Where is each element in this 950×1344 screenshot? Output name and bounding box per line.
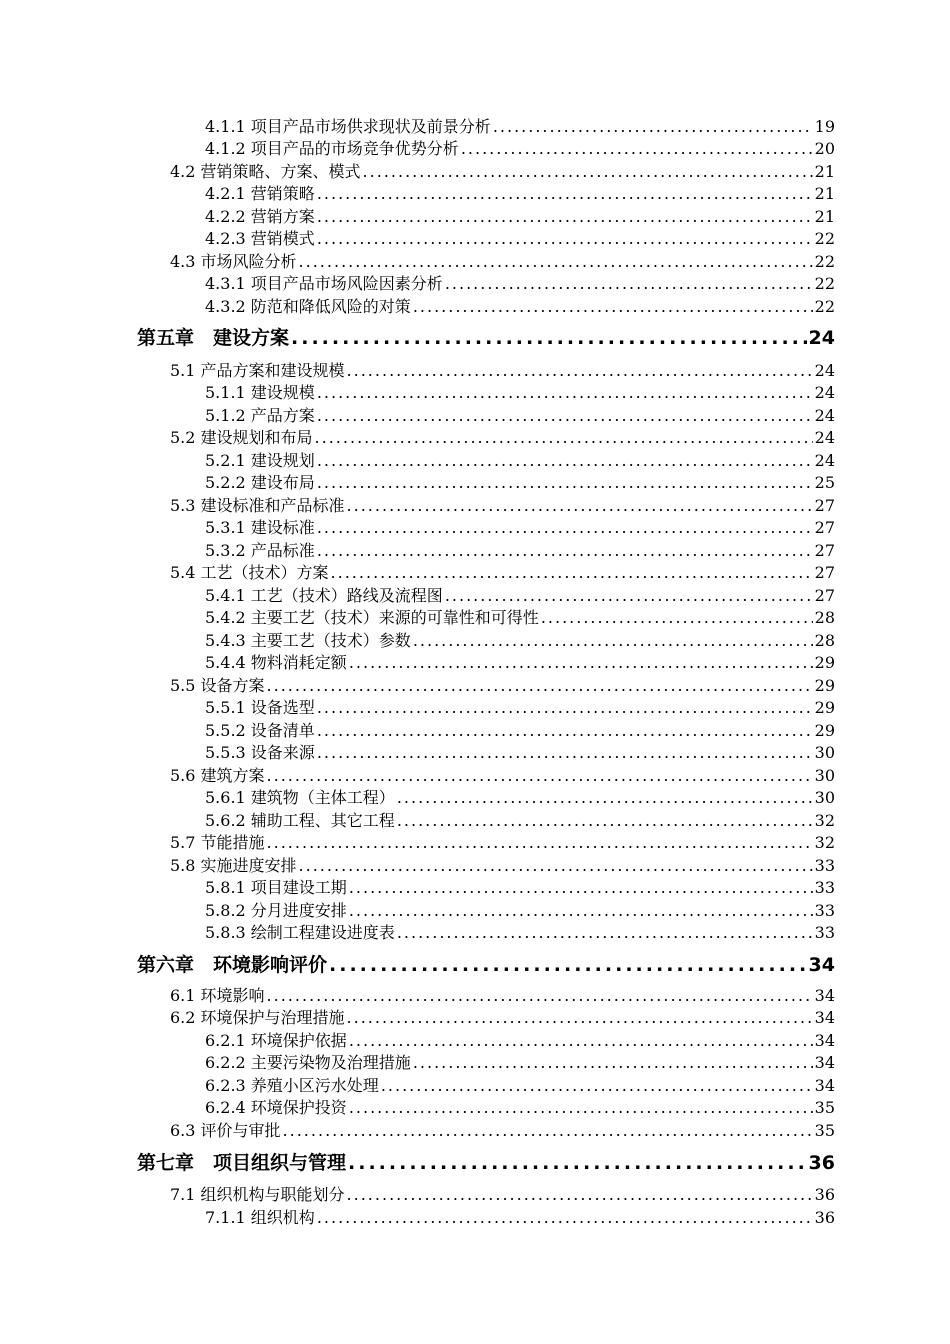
toc-entry[interactable]	[205, 271, 835, 294]
toc-entry[interactable]	[170, 560, 835, 583]
toc-entry-page: 33	[814, 856, 835, 875]
toc-entry-title: 5.6.2 辅助工程、其它工程	[205, 811, 395, 830]
toc-entry-title: 4.3.2 防范和降低风险的对策	[205, 297, 411, 316]
toc-entry-page: 24	[814, 406, 835, 425]
toc-entry[interactable]	[170, 425, 835, 448]
toc-entry-title: 7.1 组织机构与职能划分	[170, 1185, 345, 1204]
dot-leader	[299, 856, 813, 875]
toc-entry-title: 5.5.3 设备来源	[205, 743, 315, 762]
dot-leader	[317, 406, 813, 425]
toc-entry-title: 5.5.2 设备清单	[205, 721, 315, 740]
toc-entry[interactable]	[205, 515, 835, 538]
dot-leader	[317, 207, 813, 226]
toc-entry-title: 4.2 营销策略、方案、模式	[170, 162, 361, 181]
toc-entry[interactable]	[205, 718, 835, 741]
toc-entry[interactable]	[205, 1073, 835, 1096]
toc-entry-page: 21	[814, 162, 835, 181]
toc-entry-title: 5.1 产品方案和建设规模	[170, 361, 345, 380]
dot-leader	[349, 653, 813, 672]
toc-entry-page: 36	[814, 1208, 835, 1227]
toc-entry[interactable]	[205, 808, 835, 831]
dot-leader	[317, 743, 813, 762]
toc-entry-title: 4.1.1 项目产品市场供求现状及前景分析	[205, 117, 491, 136]
dot-leader	[461, 139, 813, 158]
toc-entry[interactable]	[205, 695, 835, 718]
toc-entry-title: 5.1.1 建设规模	[205, 383, 315, 402]
dot-leader	[317, 184, 813, 203]
toc-entry-page: 35	[814, 1121, 835, 1140]
dot-leader	[267, 766, 813, 785]
toc-entry[interactable]	[205, 650, 835, 673]
toc-entry[interactable]	[205, 114, 835, 137]
toc-entry-title: 6.2.1 环境保护依据	[205, 1031, 347, 1050]
toc-entry[interactable]	[205, 294, 835, 317]
dot-leader	[413, 631, 813, 650]
dot-leader	[541, 608, 813, 627]
dot-leader	[381, 1076, 813, 1095]
toc-entry-page: 34	[814, 1031, 835, 1050]
toc-entry-page: 36	[814, 1185, 835, 1204]
toc-entry-title: 5.8.3 绘制工程建设进度表	[205, 923, 395, 942]
dot-leader	[397, 923, 813, 942]
dot-leader	[317, 541, 813, 560]
dot-leader	[299, 252, 813, 271]
toc-entry-page: 28	[814, 608, 835, 627]
dot-leader	[349, 1031, 813, 1050]
toc-entry-title: 第五章 建设方案	[137, 327, 290, 349]
toc-entry[interactable]	[170, 1182, 835, 1205]
toc-entry-page: 27	[814, 541, 835, 560]
dot-leader	[267, 676, 813, 695]
dot-leader	[291, 327, 807, 349]
toc-entry-title: 5.2.2 建设布局	[205, 473, 315, 492]
toc-entry[interactable]	[205, 1095, 835, 1118]
toc-entry[interactable]	[170, 1118, 835, 1141]
toc-entry-title: 5.2.1 建设规划	[205, 451, 315, 470]
toc-entry[interactable]	[205, 898, 835, 921]
dot-leader	[413, 1053, 813, 1072]
toc-entry-title: 5.8.1 项目建设工期	[205, 878, 347, 897]
toc-entry[interactable]	[170, 249, 835, 272]
toc-entry-title: 6.2 环境保护与治理措施	[170, 1008, 345, 1027]
dot-leader	[317, 473, 813, 492]
toc-entry-page: 33	[814, 923, 835, 942]
toc-entry-title: 5.6.1 建筑物（主体工程）	[205, 788, 395, 807]
dot-leader	[347, 496, 813, 515]
toc-entry-page: 34	[814, 1053, 835, 1072]
toc-entry-page: 25	[814, 473, 835, 492]
toc-entry-title: 5.4.4 物料消耗定额	[205, 653, 347, 672]
toc-entry-page: 24	[814, 428, 835, 447]
dot-leader	[348, 1152, 807, 1174]
dot-leader	[331, 563, 813, 582]
toc-entry[interactable]	[205, 380, 835, 403]
toc-entry-page: 30	[814, 788, 835, 807]
toc-entry-title: 5.1.2 产品方案	[205, 406, 315, 425]
toc-entry[interactable]	[170, 763, 835, 786]
toc-entry-page: 34	[808, 954, 835, 976]
dot-leader	[283, 1121, 813, 1140]
toc-entry[interactable]	[205, 470, 835, 493]
dot-leader	[493, 117, 813, 136]
toc-entry-title: 5.4.2 主要工艺（技术）来源的可靠性和可得性	[205, 608, 539, 627]
dot-leader	[397, 788, 813, 807]
toc-entry-title: 5.2 建设规划和布局	[170, 428, 313, 447]
toc-entry[interactable]	[205, 226, 835, 249]
dot-leader	[317, 721, 813, 740]
toc-entry-title: 5.5.1 设备选型	[205, 698, 315, 717]
toc-chapter-entry[interactable]	[137, 1148, 835, 1175]
toc-entry-page: 33	[814, 878, 835, 897]
toc-entry-page: 27	[814, 586, 835, 605]
toc-entry-page: 32	[814, 811, 835, 830]
dot-leader	[397, 811, 813, 830]
toc-entry[interactable]	[170, 673, 835, 696]
toc-entry-title: 5.3.1 建设标准	[205, 518, 315, 537]
dot-leader	[349, 1098, 813, 1117]
toc-entry-title: 5.8.2 分月进度安排	[205, 901, 347, 920]
toc-entry[interactable]	[205, 204, 835, 227]
toc-entry-page: 20	[814, 139, 835, 158]
toc-entry[interactable]	[170, 853, 835, 876]
toc-entry-page: 34	[814, 1008, 835, 1027]
toc-chapter-entry[interactable]	[137, 323, 835, 350]
toc-entry-page: 29	[814, 698, 835, 717]
dot-leader	[445, 586, 813, 605]
toc-entry-title: 6.3 评价与审批	[170, 1121, 281, 1140]
toc-entry-title: 5.4.3 主要工艺（技术）参数	[205, 631, 411, 650]
dot-leader	[317, 518, 813, 537]
toc-entry[interactable]	[170, 983, 835, 1006]
toc-entry-title: 5.3.2 产品标准	[205, 541, 315, 560]
toc-entry[interactable]	[205, 181, 835, 204]
toc-entry-page: 22	[814, 252, 835, 271]
toc-entry-title: 第七章 项目组织与管理	[137, 1152, 347, 1174]
toc-entry-title: 4.3 市场风险分析	[170, 252, 297, 271]
dot-leader	[317, 451, 813, 470]
dot-leader	[445, 274, 813, 293]
toc-entry-page: 34	[814, 986, 835, 1005]
toc-entry-page: 33	[814, 901, 835, 920]
toc-entry-title: 7.1.1 组织机构	[205, 1208, 315, 1227]
toc-entry-page: 30	[814, 743, 835, 762]
toc-entry-title: 4.2.1 营销策略	[205, 184, 315, 203]
toc-entry-title: 5.6 建筑方案	[170, 766, 265, 785]
dot-leader	[347, 1185, 813, 1204]
toc-entry[interactable]	[170, 493, 835, 516]
toc-entry[interactable]	[205, 448, 835, 471]
toc-entry-title: 6.2.3 养殖小区污水处理	[205, 1076, 379, 1095]
toc-entry-page: 36	[808, 1152, 835, 1174]
toc-entry[interactable]	[205, 1205, 835, 1228]
dot-leader	[349, 901, 813, 920]
toc-entry-page: 22	[814, 297, 835, 316]
dot-leader	[267, 986, 813, 1005]
toc-entry-title: 5.4.1 工艺（技术）路线及流程图	[205, 586, 443, 605]
toc-entry-page: 29	[814, 721, 835, 740]
toc-entry-title: 6.2.4 环境保护投资	[205, 1098, 347, 1117]
toc-entry-page: 19	[814, 117, 835, 136]
toc-entry[interactable]	[205, 1050, 835, 1073]
toc-entry[interactable]	[205, 740, 835, 763]
toc-entry-page: 22	[814, 229, 835, 248]
toc-entry-title: 4.1.2 项目产品的市场竞争优势分析	[205, 139, 459, 158]
toc-entry-title: 5.5 设备方案	[170, 676, 265, 695]
toc-chapter-entry[interactable]	[137, 950, 835, 977]
toc-entry[interactable]	[205, 920, 835, 943]
dot-leader	[267, 833, 813, 852]
toc-entry-page: 29	[814, 653, 835, 672]
dot-leader	[329, 954, 807, 976]
toc-entry-title: 4.3.1 项目产品市场风险因素分析	[205, 274, 443, 293]
dot-leader	[315, 428, 813, 447]
dot-leader	[317, 383, 813, 402]
toc-entry[interactable]	[205, 628, 835, 651]
toc-entry[interactable]	[205, 538, 835, 561]
toc-entry-title: 第六章 环境影响评价	[137, 954, 328, 976]
toc-entry-page: 30	[814, 766, 835, 785]
toc-entry-page: 27	[814, 496, 835, 515]
toc-entry-page: 21	[814, 207, 835, 226]
dot-leader	[347, 361, 813, 380]
dot-leader	[363, 162, 813, 181]
toc-entry[interactable]	[205, 1028, 835, 1051]
dot-leader	[317, 1208, 813, 1227]
dot-leader	[317, 698, 813, 717]
toc-entry[interactable]	[205, 785, 835, 808]
toc-entry[interactable]	[205, 605, 835, 628]
toc-entry[interactable]	[205, 403, 835, 426]
toc-entry-page: 24	[814, 451, 835, 470]
toc-entry[interactable]	[170, 830, 835, 853]
toc-entry-page: 27	[814, 518, 835, 537]
toc-entry[interactable]	[205, 583, 835, 606]
toc-entry-page: 29	[814, 676, 835, 695]
toc-entry[interactable]	[170, 1005, 835, 1028]
toc-entry[interactable]	[170, 159, 835, 182]
toc-entry-page: 35	[814, 1098, 835, 1117]
toc-entry-title: 6.2.2 主要污染物及治理措施	[205, 1053, 411, 1072]
toc-entry[interactable]	[205, 136, 835, 159]
dot-leader	[347, 1008, 813, 1027]
toc-entry-page: 24	[814, 383, 835, 402]
toc-entry-title: 6.1 环境影响	[170, 986, 265, 1005]
toc-entry-page: 24	[814, 361, 835, 380]
dot-leader	[317, 229, 813, 248]
toc-entry-page: 27	[814, 563, 835, 582]
toc-entry-page: 32	[814, 833, 835, 852]
toc-entry-page: 22	[814, 274, 835, 293]
toc-entry-title: 5.3 建设标准和产品标准	[170, 496, 345, 515]
toc-entry-page: 34	[814, 1076, 835, 1095]
toc-entry-page: 24	[808, 327, 835, 349]
dot-leader	[349, 878, 813, 897]
toc-entry-title: 5.7 节能措施	[170, 833, 265, 852]
toc-entry-title: 4.2.2 营销方案	[205, 207, 315, 226]
toc-entry-page: 28	[814, 631, 835, 650]
toc-entry[interactable]	[205, 875, 835, 898]
dot-leader	[413, 297, 813, 316]
toc-entry-title: 5.4 工艺（技术）方案	[170, 563, 329, 582]
toc-entry-page: 21	[814, 184, 835, 203]
toc-entry-title: 5.8 实施进度安排	[170, 856, 297, 875]
toc-entry[interactable]	[170, 358, 835, 381]
toc-entry-title: 4.2.3 营销模式	[205, 229, 315, 248]
